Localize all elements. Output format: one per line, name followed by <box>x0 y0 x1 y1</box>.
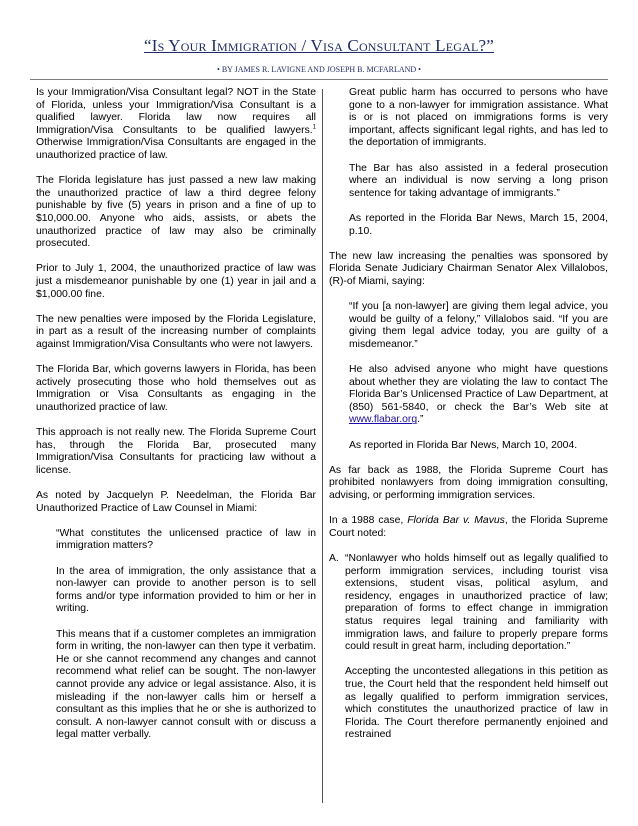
quote-source-march-10: As reported in Florida Bar News, March 10, 2004. <box>349 439 578 451</box>
quote-verbatim: This means that if a customer completes an immigration form in writing, the non-lawyer can then type it verbatim. He or she cannot recommend any changes and cannot recommend what relief can be sought. The non-lawyer cannot provide any advice or legal assistance. Also, it is misleading if the non-lawyer calls him or herself a consultant as this implies that he or she is authorized to consult. A non-lawyer cannot consult with or discuss a legal matter verbally. <box>56 628 316 741</box>
footnote-marker: 1 <box>312 124 316 131</box>
quote-assistance: In the area of immigration, the only assistance that a non-lawyer can provide to another person is to sell forms and/or type information provided to him or her in writing. <box>56 565 316 615</box>
paragraph-florida-bar: The Florida Bar, which governs lawyers in Florida, has been actively prosecuting those who hold themselves out as Immigration or Visa Consultants as engaging in the unauthorized practice of law. <box>36 364 316 413</box>
quote-question: “What constitutes the unlicensed practice of law in immigration matters? <box>56 527 316 552</box>
list-item-quote: “Nonlawyer who holds himself out as legally qualified to perform immigration services, including tourist visa extensions, student visas, political asylum, and residency, engages in unauthorized practice of law; preparation of forms to effect change in immigration status requires legal training and familiarity with immigration laws, and failure to properly prepare forms could result in great harm, including deportation.” <box>345 552 608 653</box>
quote-public-harm: Great public harm has occurred to persons who have gone to a non-lawyer for immigration assistance. What is or is not placed on immigrations forms is very important, affects significant legal rights, and has led to the deportation of immigrants. <box>349 87 608 149</box>
quote-source-march-15: As reported in the Florida Bar News, March 15, 2004, p.10. <box>349 212 608 237</box>
right-column <box>329 87 608 754</box>
paragraph-new-penalties: The new penalties were imposed by the Florida Legislature, in part as a result of the increasing number of complaints against Immigration/Visa Consultants who were not lawyers. <box>36 313 316 350</box>
paragraph-intro: Is your Immigration/Visa Consultant legal? NOT in the State of Florida, unless your Immigration/Visa Consultant is a qualified lawyer. Florida law now requires all Immigration/Visa Consultants to be qualified lawyers.$^1$ Otherwise Immigration/Visa Consultants are engaged in the unauthorized practice of law. <box>36 87 316 161</box>
column-divider <box>322 89 323 803</box>
paragraph-sponsor: The new law increasing the penalties was sponsored by Florida Senate Judiciary Chairman Senator Alex Villalobos, (R)-of Miami, saying: <box>329 250 608 287</box>
byline: • BY JAMES R. LAVIGNE AND JOSEPH B. MCFARLAND • <box>217 65 421 74</box>
paragraph-new-law: The Florida legislature has just passed a new law making the unauthorized practice of law a third degree felony punishable by five (5) years in prison and a fine of up to $10,000.00. Anyone who aids, assists, or abets the unauthorized practice of law may also be criminally prosecuted. <box>36 175 316 250</box>
quote-villalobos: “If you [a non-lawyer] are giving them legal advice, you would be guilty of a felony,” Villalobos said. “If you are giving them legal advice today, you are guilty of a misdemeanor.” <box>349 301 608 350</box>
list-item-holding: Accepting the uncontested allegations in this petition as true, the Court held that the respondent held himself out as legally qualified to perform immigration services, which constitutes the unauthorized practice of law in Florida. The Court therefore permanently enjoined and restrained <box>345 666 608 741</box>
case-name: Florida Bar v. Mavus <box>407 515 505 527</box>
paragraph-1988: As far back as 1988, the Florida Supreme Court has prohibited nonlawyers from doing immigration consulting, advising, or performing immigration services. <box>329 464 608 501</box>
article-title: “Is Your Immigration / Visa Consultant Legal?” <box>144 36 494 55</box>
paragraph-mavus: In a 1988 case, Florida Bar v. Mavus, the Florida Supreme Court noted: <box>329 515 608 539</box>
quote-federal-prosecution: The Bar has also assisted in a federal prosecution where an individual is now serving a long prison sentence for taking advantage of immigrants.” <box>349 162 608 199</box>
quote-contact-bar: He also advised anyone who might have questions about whether they are violating the law to contact The Florida Bar’s Unlicensed Practice of Law Department, at (850) 561-5840, or check the Bar’s Web site at www.flabar.org.” <box>349 364 608 426</box>
paragraph-prior-law: Prior to July 1, 2004, the unauthorized practice of law was just a misdemeanor punishable by one (1) year in jail and a $1,000.00 fine. <box>36 263 316 300</box>
flabar-link[interactable]: www.flabar.org <box>349 414 418 426</box>
left-column <box>36 87 316 754</box>
header-rule <box>30 79 608 80</box>
list-marker: A. <box>329 552 339 564</box>
paragraph-needelman: As noted by Jacquelyn P. Needelman, the Florida Bar Unauthorized Practice of Law Counsel in Miami: <box>36 490 316 514</box>
list-item-a <box>329 553 608 755</box>
paragraph-approach: This approach is not really new. The Florida Supreme Court has, through the Florida Bar, prosecuted many Immigration/Visa Consultants for practicing law without a license. <box>36 427 316 476</box>
list-item-body <box>345 553 608 755</box>
